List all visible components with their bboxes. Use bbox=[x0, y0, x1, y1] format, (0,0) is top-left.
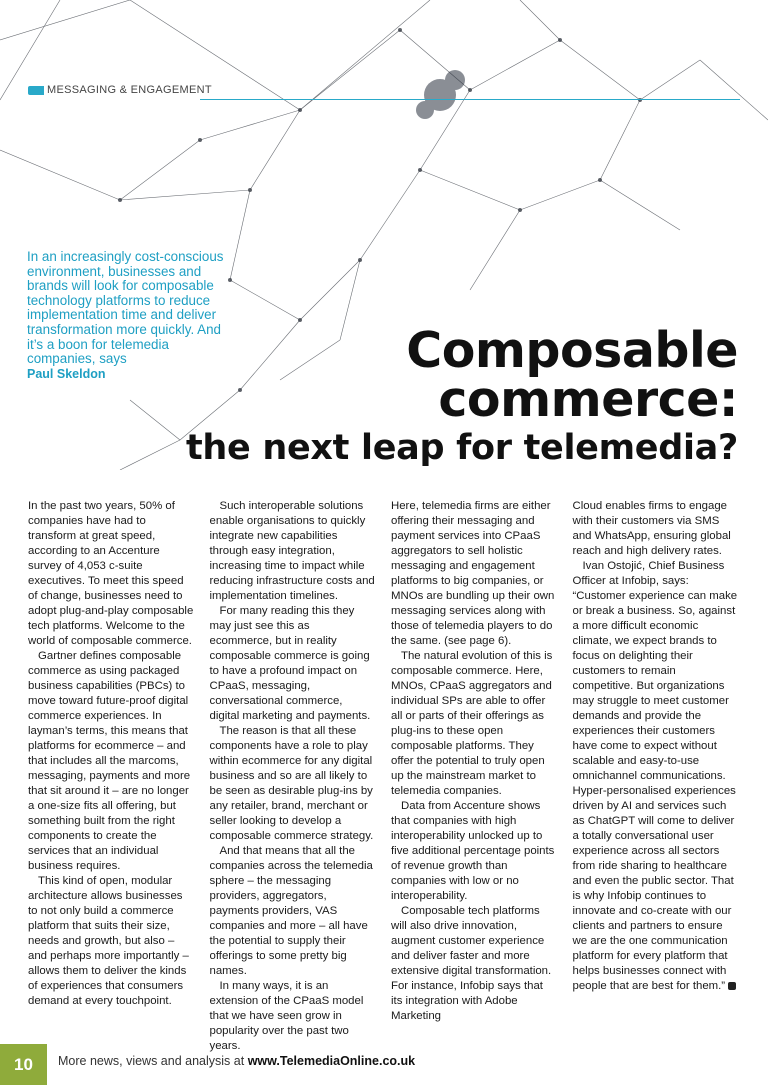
paragraph: In many ways, it is an extension of the CPaaS model that we have seen grow in popularity over the past two years. bbox=[209, 980, 364, 1052]
paragraph: And that means that all the companies across the telemedia sphere – the messaging providers, aggregators, payments providers, VAS companies and more – all have the potential to supply their offerings to some pretty big names. bbox=[209, 845, 373, 977]
paragraph: This kind of open, modular architecture allows businesses to not only build a commerce platform that suits their size, needs and growth, but also – and perhaps more importantly – allows them to deliver the kinds of experiences that consumers demand at every touchpoint. bbox=[28, 875, 189, 1007]
paragraph: In the past two years, 50% of companies have had to transform at great speed, according to an Accenture survey of 4,053 c-suite executives. To meet this speed of change, businesses need to adopt plug-and-play composable tech platforms. Welcome to the world of composable commerce. bbox=[28, 500, 194, 647]
footer-url[interactable]: www.TelemediaOnline.co.uk bbox=[247, 1054, 416, 1068]
article-column-2 bbox=[209, 499, 376, 1052]
page-footer bbox=[0, 1040, 768, 1085]
standfirst-text: In an increasingly cost-conscious environment, businesses and brands will look for composable technology platforms to reduce implementation time and deliver transformation more quickly. And it’s a boon for telemedia companies, says bbox=[27, 249, 224, 367]
paragraph: Such interoperable solutions enable organisations to quickly integrate new capabilities through easy integration, increasing time to impact while reducing infrastructure costs and implementation timelines. bbox=[209, 500, 375, 602]
paragraph: The reason is that all these components have a role to play within ecommerce for any digital business and so are all likely to be seen as desirable plug-ins by any retailer, brand, merchant or seller looking to develop a composable commerce strategy. bbox=[209, 725, 374, 842]
paragraph: For many reading this they may just see this as ecommerce, but in reality composable commerce is going to have a profound impact on CPaaS, messaging, conversational commerce, digital marketing and payments. bbox=[209, 605, 371, 722]
headline bbox=[185, 322, 738, 468]
article-column-4 bbox=[573, 499, 739, 1027]
paragraph: Gartner defines composable commerce as using packaged business capabilities (PBCs) to move toward future-proof digital commerce experiences. In layman’s terms, this means that platforms for ecommerce – and that includes all the marcoms, messaging, payments and more that sit around it – are no longer a one-size fits all offering, but something built from the right components to create the services that an individual business requires. bbox=[28, 650, 191, 872]
paragraph: The natural evolution of this is composable commerce. Here, MNOs, CPaaS aggregators and individual SPs are able to offer all or parts of their offerings as plug-ins to these open composable platforms. They offer the potential to truly open up the mainstream market to telemedia companies. bbox=[391, 650, 553, 797]
byline: Paul Skeldon bbox=[27, 366, 106, 381]
paragraph: Cloud enables firms to engage with their customers via SMS and WhatsApp, ensuring global reach and high delivery rates. bbox=[572, 500, 731, 557]
section-tag-marker bbox=[28, 86, 44, 95]
paragraph: Here, telemedia firms are either offering their messaging and payment services into CPaaS aggregators to sell holistic messaging and engagement platforms to big companies, or MNOs are bundling up their own messaging services along with those of telemedia players to do the same. (see page 6). bbox=[391, 500, 555, 647]
section-tag bbox=[28, 84, 212, 96]
section-rule bbox=[200, 99, 740, 100]
footer-lead: More news, views and analysis at bbox=[58, 1054, 245, 1068]
headline-line-1: Composable bbox=[406, 322, 738, 379]
page-number: 10 bbox=[0, 1044, 47, 1085]
paragraph-text: Ivan Ostojić, Chief Business Officer at Infobip, says: “Customer experience can make or break a business. So, against a more difficult economic climate, we expect brands to focus on delighting their customers to remain competitive. But organizations may struggle to meet customer demands and provide the experiences their customers have come to expect without scalable and easy-to-use omnichannel communications. Hyper-personalised experiences driven by AI and services such as ChatGPT will come to deliver a totally conversational user experience across all sectors from ride sharing to healthcare and even the public sector. That is why Infobip continues to innovate and co-create with our clients and partners to ensure we are the one communication platform for every platform that helps businesses connect with people that are best for them.” bbox=[572, 560, 738, 992]
section-tag-label: MESSAGING & ENGAGEMENT bbox=[47, 84, 212, 96]
paragraph: Data from Accenture shows that companies with high interoperability unlocked up to five additional percentage points of revenue growth than companies with low or no interoperability. bbox=[391, 800, 555, 902]
headline-line-2: commerce: bbox=[438, 371, 738, 428]
article-body bbox=[28, 499, 738, 1052]
paragraph: Composable tech platforms will also drive innovation, augment customer experience and deliver faster and more extensive digital transformation. For instance, Infobip says that its integration with Adobe Marketing bbox=[391, 905, 552, 1022]
article-column-1 bbox=[28, 499, 194, 1027]
article-column-3 bbox=[391, 499, 557, 1027]
paragraph bbox=[573, 559, 739, 994]
footer-text bbox=[58, 1054, 415, 1068]
end-of-article-icon bbox=[728, 982, 736, 990]
headline-subline: the next leap for telemedia? bbox=[185, 428, 738, 468]
